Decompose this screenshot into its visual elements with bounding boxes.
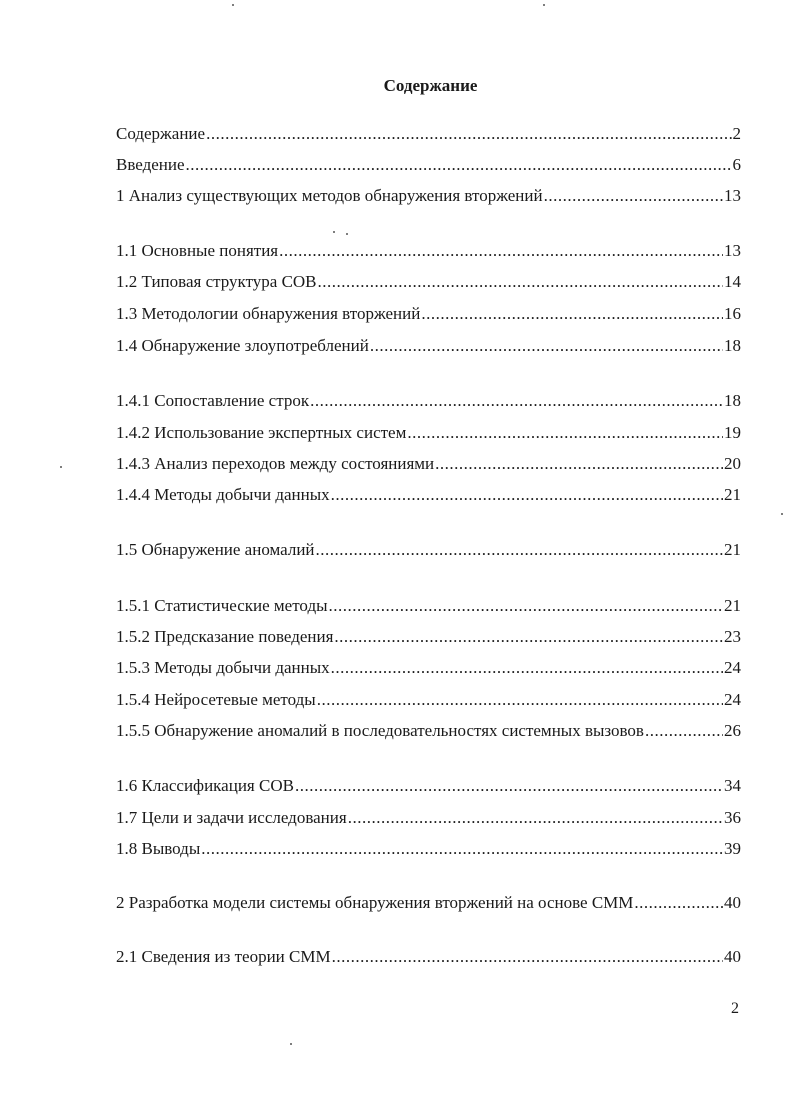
page-number: 2	[731, 1000, 739, 1017]
toc-entry	[116, 271, 741, 293]
toc-leader-dots	[407, 422, 723, 444]
toc-entry-label: 2 Разработка модели системы обнаружения вторжений на основе СММ	[116, 893, 634, 912]
toc-entry-label: 1.4.3 Анализ переходов между состояниями	[116, 454, 435, 473]
toc-entry-page: 19	[724, 423, 741, 442]
toc-leader-dots	[348, 807, 723, 829]
toc-entry-label: 1.7 Цели и задачи исследования	[116, 808, 347, 827]
toc-entry-label: 1.5.3 Методы добычи данных	[116, 658, 330, 677]
toc-entry-label: 1.5.1 Статистические методы	[116, 596, 328, 615]
toc-entry-page: 20	[724, 454, 741, 473]
toc-entry-label: 1 Анализ существующих методов обнаружения вторжений	[116, 186, 543, 205]
toc-entry	[116, 807, 741, 829]
toc-leader-dots	[316, 539, 723, 561]
toc-entry-label: 1.4.1 Сопоставление строк	[116, 391, 310, 410]
toc-leader-dots	[645, 720, 723, 742]
toc-entry-page: 13	[724, 186, 741, 205]
toc-leader-dots	[186, 154, 732, 176]
toc-entry-page: 18	[724, 391, 741, 410]
toc-entry	[116, 453, 741, 475]
toc-leader-dots	[370, 335, 723, 357]
toc-entry-page: 16	[724, 304, 741, 323]
toc-entry-label: 1.8 Выводы	[116, 839, 201, 858]
toc-entry	[116, 838, 741, 860]
toc-entry	[116, 595, 741, 617]
toc-leader-dots	[329, 595, 723, 617]
toc-leader-dots	[317, 689, 723, 711]
toc-leader-dots	[421, 303, 723, 325]
toc-entry	[116, 775, 741, 797]
toc-entry	[116, 390, 741, 412]
toc-entry-label: 1.5 Обнаружение аномалий	[116, 540, 315, 559]
toc-entry	[116, 335, 741, 357]
toc-entry-label: 1.3 Методологии обнаружения вторжений	[116, 304, 421, 323]
toc-entry	[116, 657, 741, 679]
scan-speck	[60, 466, 62, 468]
toc-entry-page: 21	[724, 485, 741, 504]
toc-entry	[116, 422, 741, 444]
toc-leader-dots	[331, 657, 723, 679]
toc-leader-dots	[332, 946, 723, 968]
toc-entry-page: 14	[724, 272, 741, 291]
toc-leader-dots	[279, 240, 723, 262]
toc-entry	[116, 185, 741, 207]
toc-entry-page: 40	[724, 947, 741, 966]
toc-entry-page: 2	[732, 124, 741, 143]
toc-entry-label: 1.6 Классификация СОВ	[116, 776, 294, 795]
toc-leader-dots	[331, 484, 723, 506]
toc-entry-page: 39	[724, 839, 741, 858]
toc-leader-dots	[318, 271, 723, 293]
toc-entry	[116, 946, 741, 968]
toc-entry	[116, 892, 741, 914]
toc-leader-dots	[295, 775, 723, 797]
toc-entry-label: 1.4.2 Использование экспертных систем	[116, 423, 407, 442]
scan-speck	[333, 231, 335, 233]
toc-leader-dots	[544, 185, 723, 207]
page-title: Содержание	[383, 76, 478, 95]
toc-entry-label: 1.2 Типовая структура СОВ	[116, 272, 317, 291]
toc-leader-dots	[435, 453, 723, 475]
toc-entry-label: 1.4.4 Методы добычи данных	[116, 485, 330, 504]
toc-entry	[116, 689, 741, 711]
toc-entry	[116, 303, 741, 325]
toc-entry-label: 2.1 Сведения из теории СММ	[116, 947, 331, 966]
toc-entry	[116, 123, 741, 145]
toc-leader-dots	[334, 626, 723, 648]
toc-entry-label: 1.1 Основные понятия	[116, 241, 279, 260]
toc-entry-label: 1.5.5 Обнаружение аномалий в последовательностях системных вызовов	[116, 721, 644, 740]
toc-entry-page: 21	[724, 596, 741, 615]
toc-entry-page: 34	[724, 776, 741, 795]
toc-entry	[116, 484, 741, 506]
toc-entry-label: 1.4 Обнаружение злоупотреблений	[116, 336, 369, 355]
toc-entry-page: 40	[724, 893, 741, 912]
toc-entry-label: 1.5.4 Нейросетевые методы	[116, 690, 316, 709]
toc-entry-page: 24	[724, 658, 741, 677]
toc-entry	[116, 240, 741, 262]
toc-entry-label: 1.5.2 Предсказание поведения	[116, 627, 334, 646]
scan-speck	[290, 1043, 292, 1045]
toc-entry-page: 13	[724, 241, 741, 260]
toc-entry	[116, 539, 741, 561]
toc-leader-dots	[206, 123, 731, 145]
toc-leader-dots	[201, 838, 723, 860]
toc-entry-page: 18	[724, 336, 741, 355]
toc-entry	[116, 626, 741, 648]
toc-entry	[116, 154, 741, 176]
toc-leader-dots	[634, 892, 723, 914]
toc-entry	[116, 720, 741, 742]
toc-entry-page: 23	[724, 627, 741, 646]
toc-entry-page: 6	[732, 155, 741, 174]
scan-speck	[781, 513, 783, 515]
scan-speck	[543, 4, 545, 6]
toc-entry-page: 24	[724, 690, 741, 709]
toc-entry-page: 26	[724, 721, 741, 740]
toc-entry-page: 21	[724, 540, 741, 559]
scan-speck	[346, 233, 348, 235]
toc-entry-page: 36	[724, 808, 741, 827]
scan-speck	[232, 4, 234, 6]
toc-leader-dots	[310, 390, 723, 412]
toc-entry-label: Содержание	[116, 124, 206, 143]
toc-entry-label: Введение	[116, 155, 185, 174]
